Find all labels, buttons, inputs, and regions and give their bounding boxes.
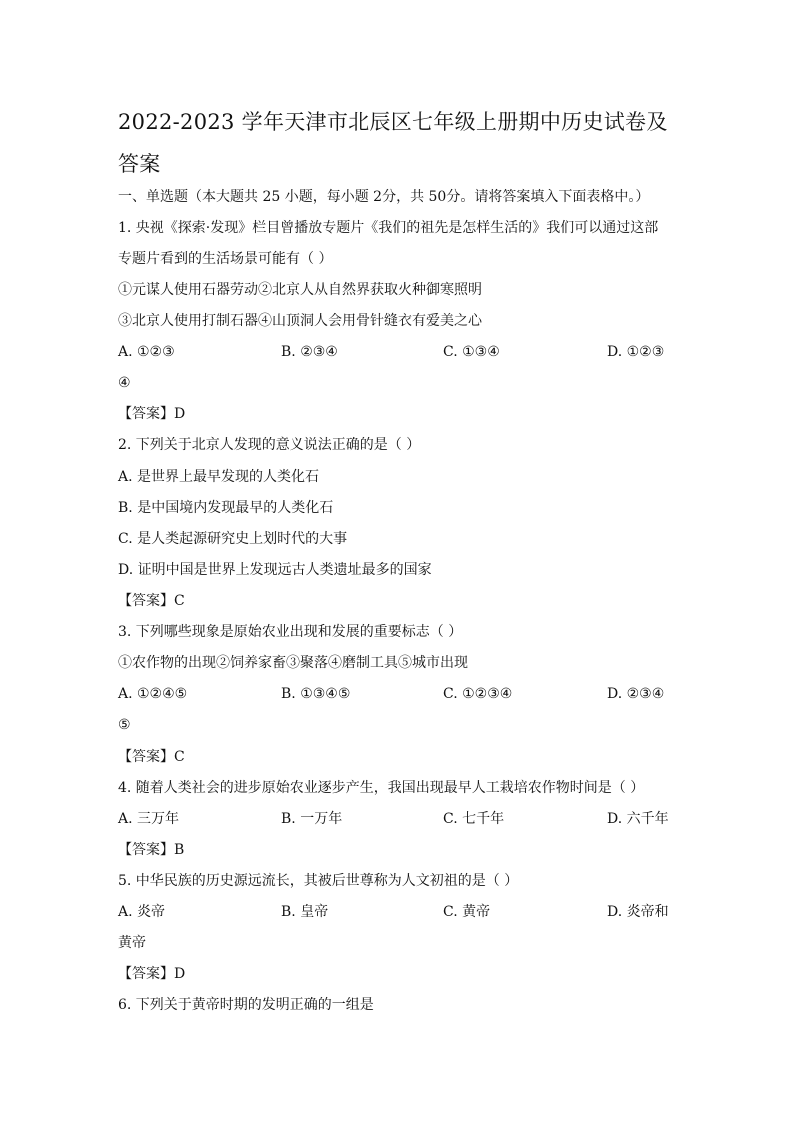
q1-option-wrap: ④ bbox=[118, 375, 131, 391]
q4-option-d: D. 六千年 bbox=[607, 811, 669, 827]
q5-option-c: C. 黄帝 bbox=[443, 904, 491, 920]
q3-option-c: C. ①②③④ bbox=[443, 686, 513, 702]
q2-option-c: C. 是人类起源研究史上划时代的大事 bbox=[118, 531, 348, 547]
q5-option-d: D. 炎帝和 bbox=[607, 904, 669, 920]
q3-stem: 3. 下列哪些现象是原始农业出现和发展的重要标志（ ） bbox=[118, 624, 463, 640]
page-title: 2022-2023 学年天津市北辰区七年级上册期中历史试卷及答案 bbox=[118, 110, 668, 176]
q3-answer: 【答案】C bbox=[118, 749, 185, 765]
q4-option-b: B. 一万年 bbox=[281, 811, 343, 827]
q3-option-wrap: ⑤ bbox=[118, 717, 131, 733]
q4-option-c: C. 七千年 bbox=[443, 811, 505, 827]
q5-stem: 5. 中华民族的历史源远流长，其被后世尊称为人文初祖的是（ ） bbox=[118, 873, 519, 889]
q4-stem: 4. 随着人类社会的进步原始农业逐步产生，我国出现最早人工栽培农作物时间是（ ） bbox=[118, 780, 645, 796]
q5-option-a: A. 炎帝 bbox=[118, 904, 166, 920]
q1-option-a: A. ①②③ bbox=[118, 344, 175, 360]
q2-option-d: D. 证明中国是世界上发现远古人类遗址最多的国家 bbox=[118, 562, 432, 578]
q1-option-c: C. ①③④ bbox=[443, 344, 500, 360]
q3-items: ①农作物的出现②饲养家畜③聚落④磨制工具⑤城市出现 bbox=[118, 655, 468, 671]
q2-option-b: B. 是中国境内发现最早的人类化石 bbox=[118, 500, 334, 516]
q6-stem: 6. 下列关于黄帝时期的发明正确的一组是 bbox=[118, 997, 374, 1013]
q3-option-b: B. ①③④⑤ bbox=[281, 686, 351, 702]
q5-option-wrap: 黄帝 bbox=[118, 935, 146, 951]
q1-answer: 【答案】D bbox=[118, 406, 186, 422]
q1-items-line1: ①元谋人使用石器劳动②北京人从自然界获取火种御寒照明 bbox=[118, 282, 482, 298]
q1-stem-line1: 1. 央视《探索·发现》栏目曾播放专题片《我们的祖先是怎样生活的》我们可以通过这部 bbox=[118, 220, 659, 236]
q3-option-d: D. ②③④ bbox=[607, 686, 665, 702]
q2-answer: 【答案】C bbox=[118, 593, 185, 609]
section-heading: 一、单选题（本大题共 25 小题，每小题 2分，共 50分。请将答案填入下面表格中。） bbox=[118, 189, 650, 205]
q1-option-d: D. ①②③ bbox=[607, 344, 665, 360]
q3-option-a: A. ①②④⑤ bbox=[118, 686, 188, 702]
q1-stem-line2: 专题片看到的生活场景可能有（ ） bbox=[118, 251, 333, 267]
q2-stem: 2. 下列关于北京人发现的意义说法正确的是（ ） bbox=[118, 437, 421, 453]
q2-option-a: A. 是世界上最早发现的人类化石 bbox=[118, 469, 320, 485]
q4-answer: 【答案】B bbox=[118, 842, 185, 858]
q5-option-b: B. 皇帝 bbox=[281, 904, 329, 920]
q4-option-a: A. 三万年 bbox=[118, 811, 180, 827]
q1-option-b: B. ②③④ bbox=[281, 344, 338, 360]
q5-answer: 【答案】D bbox=[118, 966, 186, 982]
q1-items-line2: ③北京人使用打制石器④山顶洞人会用骨针缝衣有爱美之心 bbox=[118, 313, 482, 329]
